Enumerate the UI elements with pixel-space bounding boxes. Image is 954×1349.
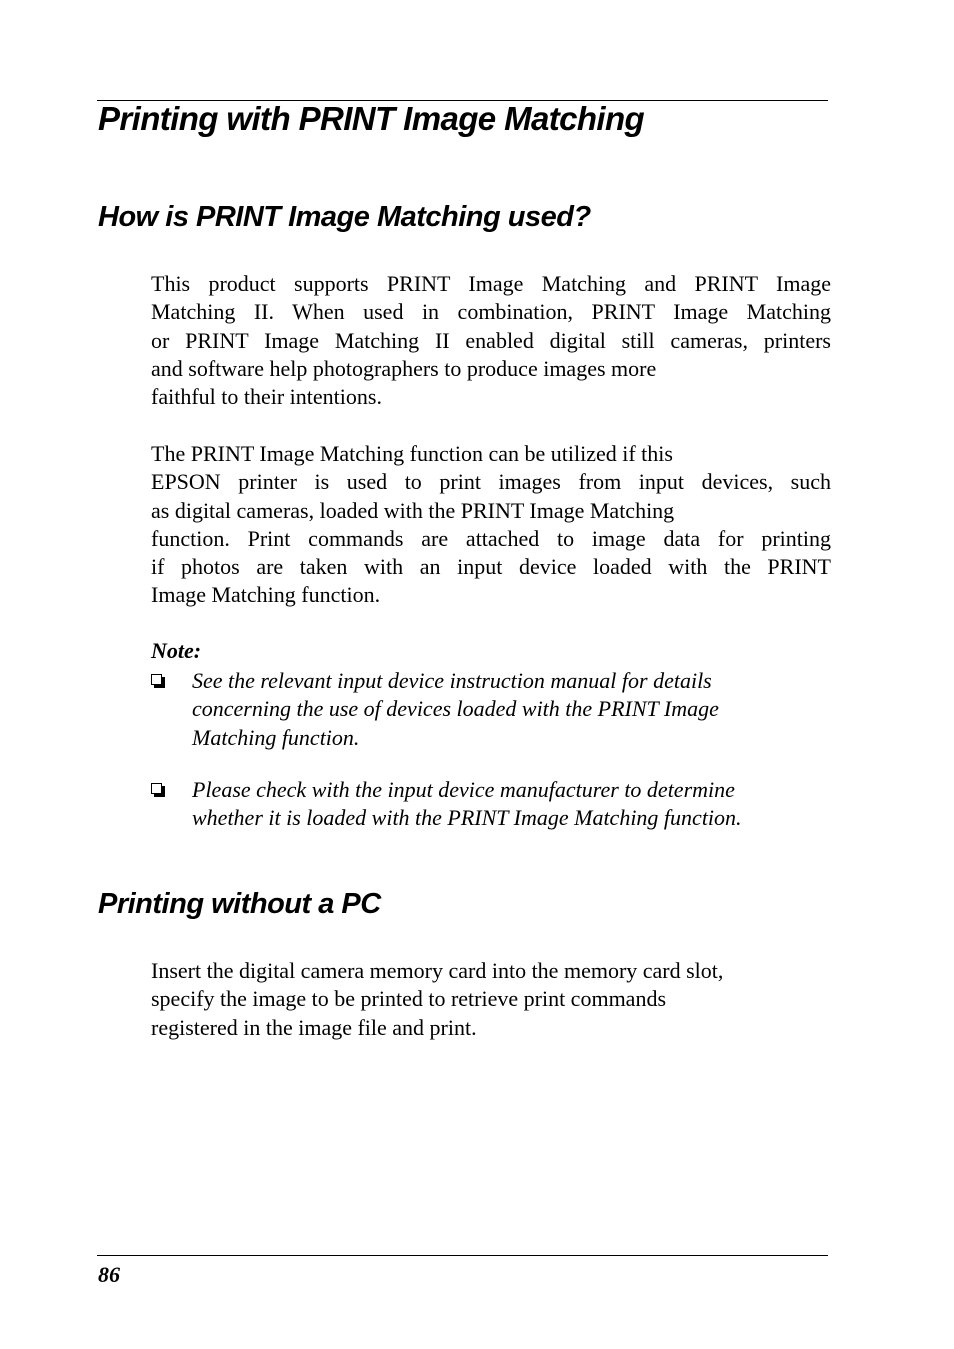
text-line: Insert the digital camera memory card into the memory card slot, (151, 958, 724, 983)
note-item (151, 667, 831, 757)
text-line: registered in the image file and print. (151, 1014, 477, 1040)
text-line: Matching II. When used in combination, PRINT Image Matching (151, 299, 831, 325)
text-line: Matching function. (192, 724, 360, 750)
checkbox-bullet-icon (151, 777, 166, 792)
note-text (192, 667, 719, 752)
paragraph-without-pc (151, 957, 831, 1042)
text-line: and software help photographers to produce images more (151, 355, 657, 381)
footer-rule (97, 1255, 828, 1256)
paragraph-pim-support (151, 270, 831, 411)
page-number: 86 (98, 1262, 120, 1287)
note-label: Note: (151, 638, 202, 663)
checkbox-bullet-icon (151, 668, 166, 683)
text-line: Please check with the input device manufacturer to determine (192, 777, 735, 802)
text-line: concerning the use of devices loaded with the PRINT Image (192, 696, 719, 722)
text-line: or PRINT Image Matching II enabled digital still cameras, printers (151, 327, 831, 353)
text-line: as digital cameras, loaded with the PRINT Image Matching (151, 497, 675, 523)
text-line: EPSON printer is used to print images from input devices, such (151, 469, 831, 495)
text-line: The PRINT Image Matching function can be utilized if this (151, 441, 673, 466)
note-text (192, 776, 742, 833)
text-line: whether it is loaded with the PRINT Image Matching function. (192, 805, 742, 831)
page-title: Printing with PRINT Image Matching (98, 100, 645, 137)
section-heading-pim-used: How is PRINT Image Matching used? (98, 201, 591, 233)
text-line: faithful to their intentions. (151, 384, 382, 410)
text-line: Image Matching function. (151, 582, 381, 608)
section-heading-without-pc: Printing without a PC (98, 888, 381, 920)
note-item (151, 776, 831, 836)
text-line: if photos are taken with an input device loaded with the PRINT (151, 554, 831, 580)
text-line: This product supports PRINT Image Matching and PRINT Image (151, 271, 831, 296)
paragraph-pim-function (151, 440, 831, 610)
text-line: See the relevant input device instruction manual for details (192, 668, 712, 693)
text-line: specify the image to be printed to retrieve print commands (151, 986, 667, 1012)
text-line: function. Print commands are attached to image data for printing (151, 525, 831, 551)
